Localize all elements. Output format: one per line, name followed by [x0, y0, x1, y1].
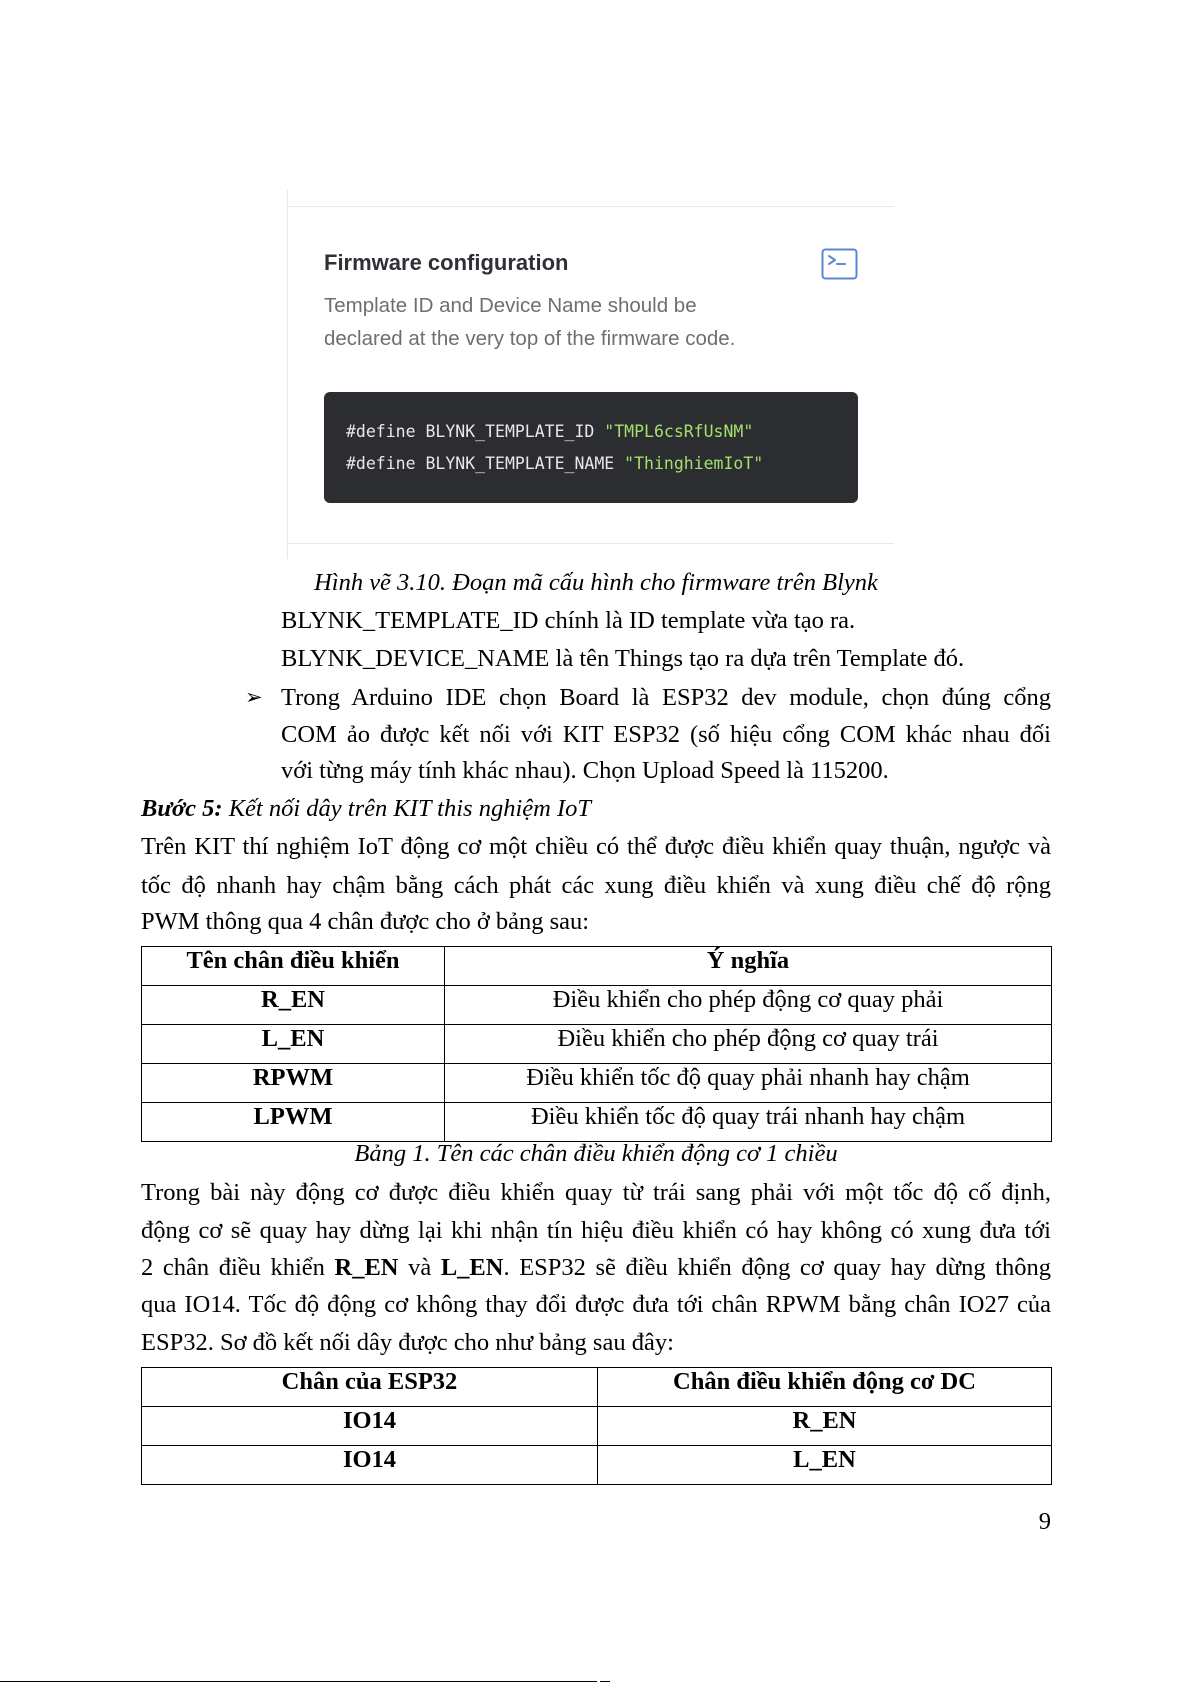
table-cell: Điều khiển cho phép động cơ quay trái	[445, 1025, 1052, 1064]
table-cell: L_EN	[598, 1446, 1052, 1485]
table-header-row	[142, 1368, 1052, 1407]
text-run: 2 chân điều khiển	[141, 1254, 335, 1281]
paragraph-line: tốc độ nhanh hay chậm bằng cách phát các xung điều khiển và xung điều chế độ rộng	[141, 872, 1051, 899]
table-row	[142, 1064, 1052, 1103]
footer-rule	[0, 1681, 597, 1682]
card-top-border	[287, 206, 894, 207]
page-number: 9	[1038, 1508, 1051, 1535]
table-header-row	[142, 947, 1052, 986]
card-left-border	[287, 190, 288, 559]
table-cell: R_EN	[598, 1407, 1052, 1446]
code-line	[346, 416, 858, 448]
bullet-line: Trong Arduino IDE chọn Board là ESP32 dev module, chọn đúng cổng	[281, 684, 1051, 711]
code-string: "TMPL6csRfUsNM"	[604, 422, 754, 441]
table-caption: Bảng 1. Tên các chân điều khiển động cơ 1 chiều	[354, 1140, 838, 1167]
card-description	[324, 289, 794, 355]
terminal-icon[interactable]	[821, 248, 858, 280]
code-define: #define BLYNK_TEMPLATE_NAME	[346, 454, 625, 473]
table-cell: IO14	[142, 1446, 598, 1485]
paragraph-line: ESP32. Sơ đồ kết nối dây được cho như bảng sau đây:	[141, 1329, 674, 1356]
arrow-bullet-icon	[245, 679, 263, 716]
pin-name: L_EN	[440, 1254, 504, 1281]
paragraph-line: động cơ sẽ quay hay dừng lại khi nhận tín hiệu điều khiển có hay không có xung đưa tới	[141, 1217, 1051, 1244]
table-cell: Điều khiển cho phép động cơ quay phải	[445, 986, 1052, 1025]
paragraph-line: qua IO14. Tốc độ động cơ không thay đổi được đưa tới chân RPWM bằng chân IO27 của	[141, 1291, 1051, 1318]
table-row	[142, 986, 1052, 1025]
table-row	[142, 1407, 1052, 1446]
pin-name: R_EN	[334, 1254, 399, 1281]
text-run: và	[398, 1254, 441, 1281]
bullet-line: COM ảo được kết nối với KIT ESP32 (số hiệu cổng COM khác nhau đối	[281, 721, 1051, 748]
text-run: . ESP32 sẽ điều khiển động cơ quay hay dừng thông	[503, 1254, 1051, 1281]
code-string: "ThinghiemIoT"	[624, 454, 764, 473]
table-cell: RPWM	[142, 1064, 445, 1103]
table-cell: R_EN	[142, 986, 445, 1025]
paragraph-line: PWM thông qua 4 chân được cho ở bảng sau:	[141, 908, 590, 935]
step-label: Bước 5:	[141, 795, 223, 822]
note-line: BLYNK_TEMPLATE_ID chính là ID template vừa tạo ra.	[281, 607, 856, 634]
table-cell: LPWM	[142, 1103, 445, 1142]
table-header-cell: Ý nghĩa	[445, 947, 1052, 986]
table-row	[142, 1025, 1052, 1064]
figure-caption: Hình vẽ 3.10. Đoạn mã cấu hình cho firmware trên Blynk	[314, 569, 878, 596]
table-header-cell: Tên chân điều khiển	[142, 947, 445, 986]
table-header-cell: Chân của ESP32	[142, 1368, 598, 1407]
table-cell: Điều khiển tốc độ quay trái nhanh hay chậm	[445, 1103, 1052, 1142]
step-title: Kết nối dây trên KIT this nghiệm IoT	[228, 795, 591, 822]
card-bottom-border	[287, 543, 894, 544]
code-block	[324, 392, 858, 503]
paragraph-line: Trong bài này động cơ được điều khiển quay từ trái sang phải với một tốc độ cố định,	[141, 1179, 1051, 1206]
step-heading	[141, 790, 1051, 827]
wiring-table	[141, 1367, 1052, 1485]
footer-rule-mark	[600, 1681, 610, 1682]
table-header-cell: Chân điều khiển động cơ DC	[598, 1368, 1052, 1407]
table-cell: L_EN	[142, 1025, 445, 1064]
table-cell: Điều khiển tốc độ quay phải nhanh hay chậm	[445, 1064, 1052, 1103]
card-description-line: Template ID and Device Name should be	[324, 294, 697, 317]
paragraph-line: Trên KIT thí nghiệm IoT động cơ một chiều có thể được điều khiển quay thuận, ngược và	[141, 833, 1051, 860]
code-define: #define BLYNK_TEMPLATE_ID	[346, 422, 605, 441]
code-line	[346, 448, 858, 480]
bullet-line: với từng máy tính khác nhau). Chọn Upload Speed là 115200.	[281, 757, 889, 784]
note-line: BLYNK_DEVICE_NAME là tên Things tạo ra dựa trên Template đó.	[281, 645, 965, 672]
card-title: Firmware configuration	[324, 250, 569, 275]
table-row	[142, 1446, 1052, 1485]
pin-table	[141, 946, 1052, 1142]
card-description-line: declared at the very top of the firmware code.	[324, 327, 736, 350]
table-cell: IO14	[142, 1407, 598, 1446]
paragraph-line	[141, 1249, 1051, 1286]
